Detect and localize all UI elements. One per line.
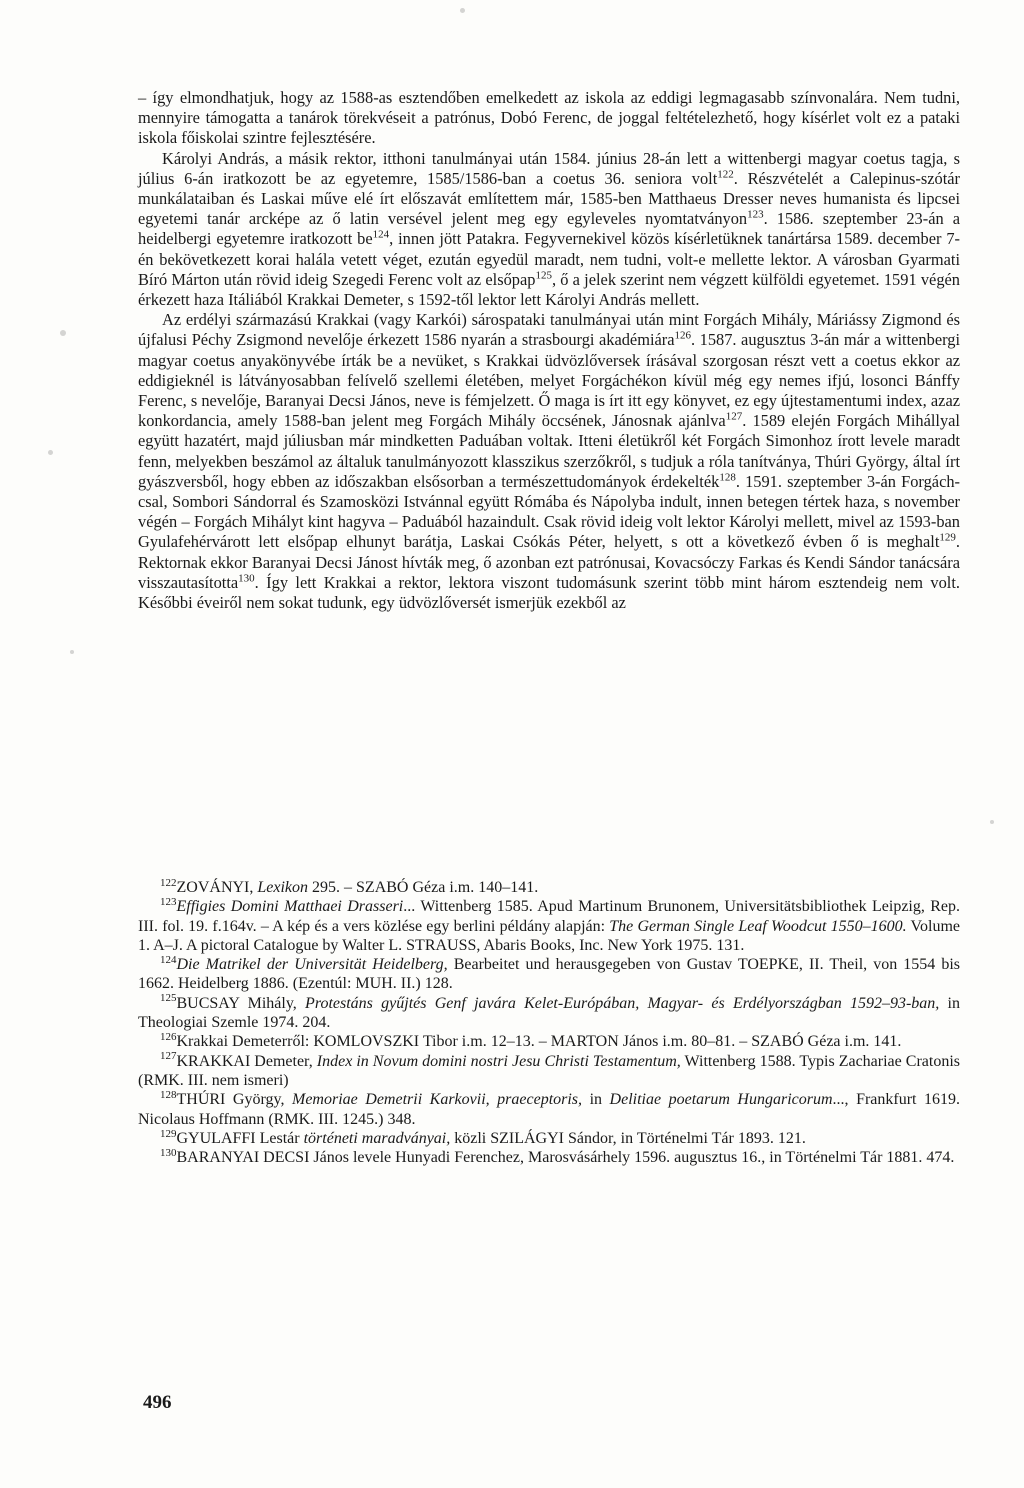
footnote-title: Memoriae Demetrii Karkovii, praeceptoris, <box>291 1091 583 1109</box>
footnote-text: közli SZILÁGYI Sándor, in Történelmi Tár 1893. 121. <box>450 1129 806 1147</box>
footnote <box>138 994 960 1033</box>
footnote-title: Protestáns gyűjtés Genf javára Kelet-Európában, Magyar- és Erdélyországban 1592–93-ban, <box>305 994 940 1012</box>
footnote-title: történeti maradványai, <box>303 1129 451 1147</box>
scan-speck <box>990 820 994 824</box>
footnote-reference: 126 <box>674 329 692 342</box>
footnote-text: KRAKKAI Demeter, <box>176 1052 317 1070</box>
footnote-text: Volume 1. A–J. A pictoral Catalogue by Walter L. STRAUSS, Abaris Books, Inc. New York 1975. 131. <box>138 917 961 954</box>
text-run: . 1589 elején Forgách Mihállyal együtt hazatért, majd júliusban már mindketten Paduában voltak. Itteni életükről két Forgách Simonhoz írott levele maradt fenn, melyekben beszámol az általuk tanulmányozott klasszikus szerzőkről, s tudjuk a róla tanítványa, Thúri György, által írt gyászversből, hogy ebben az időszakban elsősorban a természettudományok érdekelték <box>138 411 960 491</box>
footnote <box>138 955 960 994</box>
footnote-title: Delitiae poetarum Hungaricorum <box>609 1091 833 1109</box>
footnote-text: THÚRI György, <box>176 1091 292 1109</box>
text-run: Károlyi András, a másik rektor, itthoni tanulmányai után 1584. június 28-án lett a wittenbergi magyar coetus tagja, s július 6-án iratkozott be az egyetemre, 1585/1586-ban a coetus 36. seniora volt <box>138 148 960 188</box>
text-run: – így elmondhatjuk, hogy az 1588-as esztendőben emelkedett az iskola az eddigi legmagasabb színvonalára. Nem tudni, mennyire támogatta a tanárok törekvéseit a patrónus, Dobó Ferenc, de joggal feltételezhető, hogy kísérlet volt ez a pataki iskola főiskolai szintre fejlesztésére. <box>138 88 960 148</box>
footnote-reference: 128 <box>719 471 736 484</box>
scan-speck <box>48 450 53 455</box>
paragraph <box>138 149 960 311</box>
main-text <box>138 88 960 613</box>
footnote-text: Bearbeitet und herausgegeben von Gustav TOEPKE, II. Theil, von 1554 bis 1662. Heidelberg 1886. (Ezentúl: MUH. II.) 128. <box>138 956 960 993</box>
footnote <box>138 1032 960 1051</box>
footnote <box>138 897 960 955</box>
text-run: , ő a jelek szerint nem végzett külföldi egyetemet. 1591 végén érkezett haza Itáliából Krakkai Demeter, s 1592-től lektor lett Károlyi András mellett. <box>138 269 960 310</box>
footnote <box>138 1148 960 1167</box>
footnote-number: 124 <box>160 953 177 966</box>
text-run: Az erdélyi származású Krakkai (vagy Karkói) sárospataki tanulmányai után mint Forgách Mihály, Máriássy Zigmond és újfalusi Péchy Zsigmond nevelője érkezett 1586 nyarán a strasbourgi akadémiára <box>138 310 960 350</box>
footnote-reference: 129 <box>939 532 956 544</box>
footnote-text: in Theologiai Szemle 1974. 204. <box>138 994 960 1032</box>
text-run: . 1587. augusztus 3-án már a wittenbergi magyar coetus anyakönyvébe írták be a nevüket, s Krakkai üdvözlőversek írásával szorgosan részt vett a coetus ekkor az eddigieknél is látványosabban felívelő szellemi életében, melyet Forgáchékon kívül még egy nemes ifjú, losonci Bánffy Ferenc, s nevelője, Baranyai Decsi János, neve is fémjelzett. Ő maga is írt itt egy könyvet, ez egy újtestamentumi index, azaz konkordancia, amely 1588-ban jelent meg Forgách Mihály öccsének, Jánosnak ajánlva <box>138 330 961 431</box>
footnote <box>138 1052 960 1091</box>
footnote-reference: 124 <box>372 228 390 241</box>
footnote-number: 127 <box>160 1050 177 1063</box>
footnote-text: BARANYAI DECSI János levele Hunyadi Ferenchez, Marosvásárhely 1596. augusztus 16., in Történelmi Tár 1881. 474. <box>176 1149 955 1167</box>
footnote <box>138 1129 960 1148</box>
paragraph <box>138 88 960 149</box>
footnote-number: 128 <box>160 1088 177 1101</box>
footnote <box>138 878 960 897</box>
footnote-number: 123 <box>160 895 177 908</box>
footnote-reference: 122 <box>717 168 734 181</box>
footnote <box>138 1090 960 1129</box>
footnote-title: The German Single Leaf Woodcut 1550–1600. <box>609 917 907 935</box>
footnote-reference: 130 <box>238 572 255 585</box>
text-run: . Így lett Krakkai a rektor, lektora viszont tudomásunk szerint több mint három esztendeig nem volt. Későbbi éveiről nem sokat tudunk, egy üdvözlőversét ismerjük ezekből az <box>138 572 960 613</box>
footnote-number: 125 <box>160 992 177 1005</box>
footnote-text: 295. – SZABÓ Géza i.m. 140–141. <box>308 879 539 896</box>
footnote-text: GYULAFFI Lestár <box>176 1129 304 1147</box>
footnotes <box>138 878 960 1167</box>
footnote-title: Index in Novum domini nostri Jesu Christi Testamentum, <box>316 1052 681 1070</box>
footnote-number: 126 <box>160 1031 177 1044</box>
text-run: . Rektornak ekkor Baranyai Decsi Jánost hívták meg, ő azonban ezt patrónusai, Kovacsóczy Farkas és Kendi Sándor tanácsára visszautasította <box>138 532 960 592</box>
text-run: . 1586. szeptember 23-án a heidelbergi egyetemre iratkozott be <box>138 209 960 249</box>
text-run: . 1591. szeptember 3-án Forgách-csal, Sombori Sándorral és Szamosközi Istvánnal együtt Rómába és Nápolyba indult, innen betegen tértek haza, s november végén – Forgách Mihályt kint hagyva – Paduából hazaindult. Csak rövid ideig volt lektor Károlyi mellett, mivel az 1593-ban Gyulafehérvárott lett elsőpap elhunyt barátja, Laskai Csókás Péter, helyett, s ott a következő évben ő is meghalt <box>138 471 960 552</box>
scan-speck <box>60 330 66 336</box>
footnote-number: 129 <box>160 1127 177 1140</box>
footnote-text: Krakkai Demeterről: KOMLOVSZKI Tibor i.m. 12–13. – MARTON János i.m. 80–81. – SZABÓ Géza i.m. 141. <box>176 1033 902 1051</box>
footnote-reference: 125 <box>535 269 552 282</box>
text-run: . Részvételét a Calepinus-szótár munkálataiban és Laskai műve elé írt előszavát említettem már, 1585-ben Matthaeus Dresser neves humanista és lipcsei egyetemi tanár arcképe az ő latin versével jelent meg egy egyleveles nyomtatványon <box>138 168 961 229</box>
footnote-title: Effigies Domini Matthaei Drasseri <box>176 898 404 916</box>
footnote-text: ..., Frankfurt 1619. Nicolaus Hoffmann (RMK. III. 1245.) 348. <box>138 1091 961 1128</box>
footnote-text: Wittenberg 1588. Typis Zachariae Cratonis (RMK. III. nem ismeri) <box>138 1052 960 1089</box>
footnote-title: Die Matrikel der Universität Heidelberg, <box>176 956 448 974</box>
scan-speck <box>70 650 74 654</box>
page-number: 496 <box>143 1392 172 1413</box>
scan-speck <box>460 8 465 13</box>
paragraph <box>138 310 960 613</box>
footnote-reference: 123 <box>747 208 764 221</box>
text-run: , innen jött Patakra. Fegyvernekivel közös kísérletüknek tanártársa 1589. december 7-én bekövetkezett korai halála vetett véget, ezután egyedül maradt, nem tudni, volt-e mellette lektor. A városban Gyarmati Bíró Márton után rövid ideig Szegedi Ferenc volt az elsőpap <box>138 229 960 289</box>
footnote-text: BUCSAY Mihály, <box>176 994 306 1012</box>
footnote-number: 130 <box>160 1146 177 1159</box>
footnote-text: ZOVÁNYI, <box>176 879 258 896</box>
footnote-reference: 127 <box>725 410 743 423</box>
footnote-title: Lexikon <box>257 879 309 896</box>
footnote-text: in <box>582 1091 610 1109</box>
footnote-number: 122 <box>160 876 177 889</box>
footnote-text: ... Wittenberg 1585. Apud Martinum Brunonem, Universitätsbibliothek Leipzig, Rep. III. fol. 19. f.164v. – A kép és a vers közlése egy berlini példány alapján: <box>138 898 961 935</box>
